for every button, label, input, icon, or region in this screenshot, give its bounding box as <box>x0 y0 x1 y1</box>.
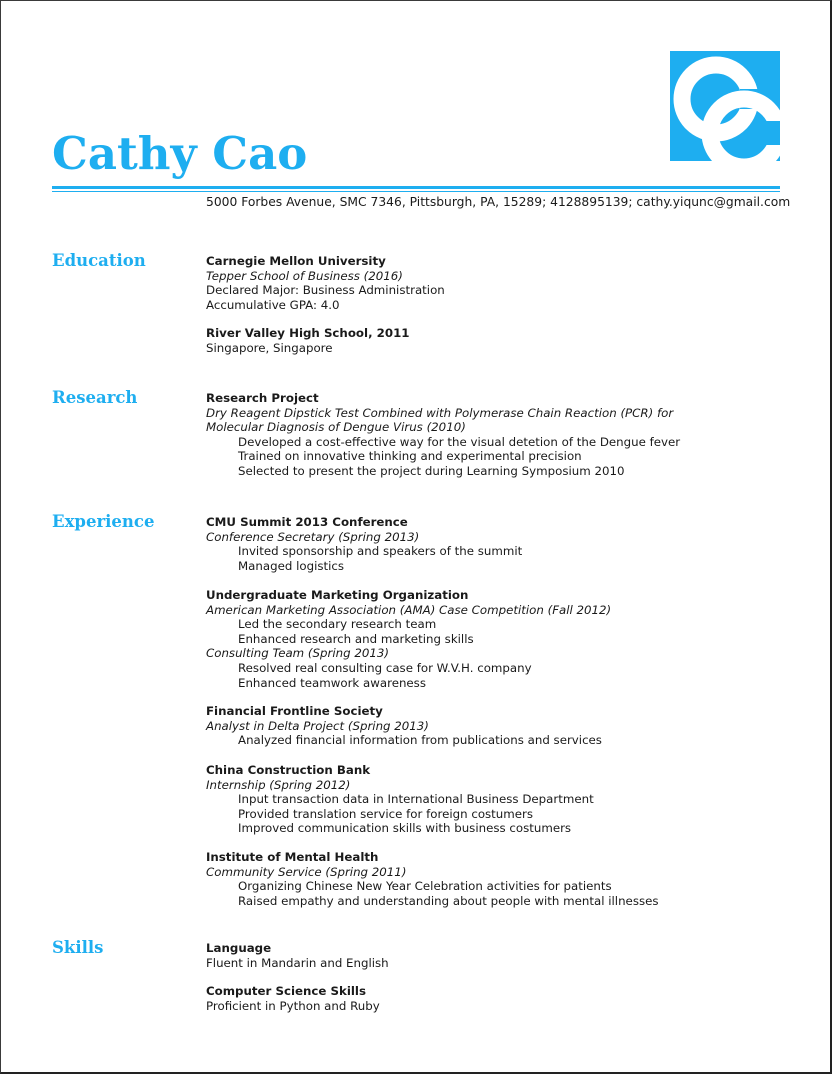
entry-title: Computer Science Skills <box>206 984 366 998</box>
header-rule-thin <box>52 191 780 192</box>
entry-bullet: Managed logistics <box>238 558 345 573</box>
entry-title: Financial Frontline Society <box>206 704 383 718</box>
entry-subtitle: Analyst in Delta Project (Spring 2013) <box>206 718 429 733</box>
entry-line: Fluent in Mandarin and English <box>206 955 389 970</box>
entry-title: Research Project <box>206 391 319 405</box>
entry-bullet: Invited sponsorship and speakers of the summit <box>238 544 523 559</box>
entry-bullet: Organizing Chinese New Year Celebration activities for patients <box>238 879 612 894</box>
entry-subtitle: Molecular Diagnosis of Dengue Virus (2010) <box>206 420 466 435</box>
entry-line: Proficient in Python and Ruby <box>206 998 380 1013</box>
skills-entry <box>206 941 786 970</box>
skills-entry <box>206 984 786 1013</box>
entry-bullet: Developed a cost-effective way for the visual detetion of the Dengue fever <box>238 434 681 449</box>
entry-line: Declared Major: Business Administration <box>206 283 445 298</box>
contact-info: 5000 Forbes Avenue, SMC 7346, Pittsburgh, PA, 15289; 4128895139; cathy.yiqunc@gmail.com <box>206 195 791 209</box>
entry-subtitle: American Marketing Association (AMA) Case Competition (Fall 2012) <box>206 602 612 617</box>
entry-title: CMU Summit 2013 Conference <box>206 515 408 529</box>
entry-subtitle: Tepper School of Business (2016) <box>206 268 403 283</box>
entry-title: Undergraduate Marketing Organization <box>206 588 469 602</box>
section-heading-education: Education <box>52 251 146 270</box>
experience-entry <box>206 850 786 908</box>
entry-line: Accumulative GPA: 4.0 <box>206 297 340 312</box>
entry-bullet: Provided translation service for foreign costumers <box>238 806 534 821</box>
entry-subtitle: Community Service (Spring 2011) <box>206 864 407 879</box>
candidate-name: Cathy Cao <box>52 127 308 180</box>
entry-subtitle: Conference Secretary (Spring 2013) <box>206 529 420 544</box>
entry-bullet: Trained on innovative thinking and experimental precision <box>238 449 582 464</box>
experience-entry <box>206 704 786 748</box>
entry-bullet: Enhanced teamwork awareness <box>238 675 426 690</box>
entry-title: Carnegie Mellon University <box>206 254 386 268</box>
entry-bullet: Analyzed financial information from publications and services <box>238 733 602 748</box>
entry-title: China Construction Bank <box>206 763 371 777</box>
entry-bullet: Enhanced research and marketing skills <box>238 631 474 646</box>
entry-bullet: Selected to present the project during Learning Symposium 2010 <box>238 463 625 478</box>
entry-bullet: Resolved real consulting case for W.V.H. company <box>238 660 532 675</box>
entry-subtitle: Dry Reagent Dipstick Test Combined with Polymerase Chain Reaction (PCR) for <box>206 405 674 420</box>
entry-title: River Valley High School, 2011 <box>206 326 410 340</box>
entry-line: Singapore, Singapore <box>206 340 333 355</box>
entry-subtitle: Consulting Team (Spring 2013) <box>206 646 389 661</box>
entry-bullet: Led the secondary research team <box>238 617 437 632</box>
entry-subtitle: Internship (Spring 2012) <box>206 777 351 792</box>
entry-bullet: Raised empathy and understanding about people with mental illnesses <box>238 893 659 908</box>
header-rule <box>52 186 780 189</box>
education-entry <box>206 326 786 355</box>
experience-entry <box>206 588 786 690</box>
research-entry <box>206 391 786 479</box>
cc-logo-icon <box>670 51 780 161</box>
entry-bullet: Input transaction data in International Business Department <box>238 792 594 807</box>
experience-entry <box>206 763 786 836</box>
entry-title: Institute of Mental Health <box>206 850 379 864</box>
section-heading-skills: Skills <box>52 938 104 957</box>
section-heading-experience: Experience <box>52 512 155 531</box>
entry-bullet: Improved communication skills with business costumers <box>238 821 572 836</box>
section-heading-research: Research <box>52 388 138 407</box>
experience-entry <box>206 515 786 573</box>
education-entry <box>206 254 786 312</box>
entry-title: Language <box>206 941 272 955</box>
